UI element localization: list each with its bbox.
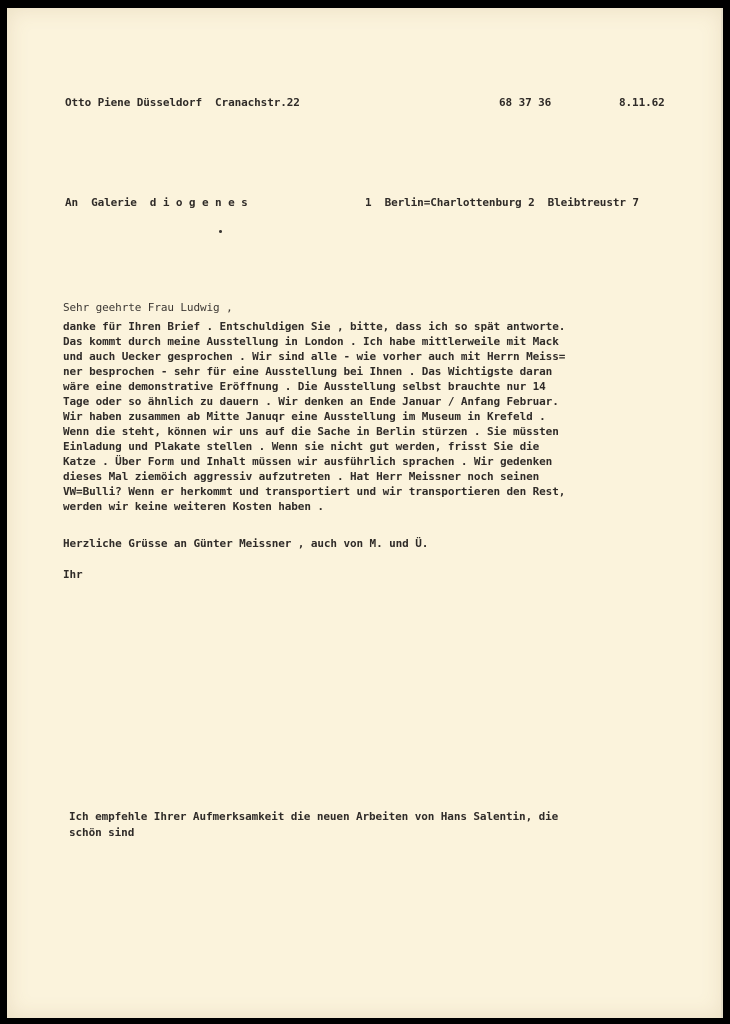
body-line: wäre eine demonstrative Eröffnung . Die Ausstellung selbst brauchte nur 14 xyxy=(63,380,546,393)
letterhead-phone: 68 37 36 xyxy=(499,96,552,109)
body-line: Einladung und Plakate stellen . Wenn sie nicht gut werden, frisst Sie die xyxy=(63,440,540,453)
page-edge xyxy=(721,8,723,1018)
closing-greeting: Herzliche Grüsse an Günter Meissner , auch von M. und Ü. xyxy=(63,537,429,550)
postscript-line: schön sind xyxy=(69,826,135,839)
body-line: Das kommt durch meine Ausstellung in London . Ich habe mittlerweile mit Mack xyxy=(63,335,559,348)
postscript-line: Ich empfehle Ihrer Aufmerksamkeit die neuen Arbeiten von Hans Salentin, die xyxy=(69,810,559,823)
body-line: Katze . Über Form und Inhalt müssen wir ausführlich sprachen . Wir gedenken xyxy=(63,455,553,468)
recipient-address: 1 Berlin=Charlottenburg 2 Bleibtreustr 7 xyxy=(365,196,639,209)
body-line: werden wir keine weiteren Kosten haben . xyxy=(63,500,324,513)
body-line: Wenn die steht, können wir uns auf die Sache in Berlin stürzen . Sie müssten xyxy=(63,425,559,438)
ink-dot xyxy=(219,230,222,233)
salutation: Sehr geehrte Frau Ludwig , xyxy=(63,301,233,314)
letterhead-date: 8.11.62 xyxy=(619,96,665,109)
body-line: ner besprochen - sehr für eine Ausstellung bei Ihnen . Das Wichtigste daran xyxy=(63,365,553,378)
signoff: Ihr xyxy=(63,568,83,581)
letterhead-sender: Otto Piene Düsseldorf Cranachstr.22 xyxy=(65,96,300,109)
letter-page xyxy=(7,8,723,1018)
recipient-name: An Galerie d i o g e n e s xyxy=(65,196,248,209)
body-line: dieses Mal ziemöich aggressiv aufzutreten . Hat Herr Meissner noch seinen xyxy=(63,470,540,483)
body-line: Wir haben zusammen ab Mitte Januqr eine Ausstellung im Museum in Krefeld . xyxy=(63,410,546,423)
body-line: Tage oder so ähnlich zu dauern . Wir denken an Ende Januar / Anfang Februar. xyxy=(63,395,559,408)
body-line: danke für Ihren Brief . Entschuldigen Sie , bitte, dass ich so spät antworte. xyxy=(63,320,566,333)
body-line: und auch Uecker gesprochen . Wir sind alle - wie vorher auch mit Herrn Meiss= xyxy=(63,350,566,363)
body-line: VW=Bulli? Wenn er herkommt und transportiert und wir transportieren den Rest, xyxy=(63,485,566,498)
